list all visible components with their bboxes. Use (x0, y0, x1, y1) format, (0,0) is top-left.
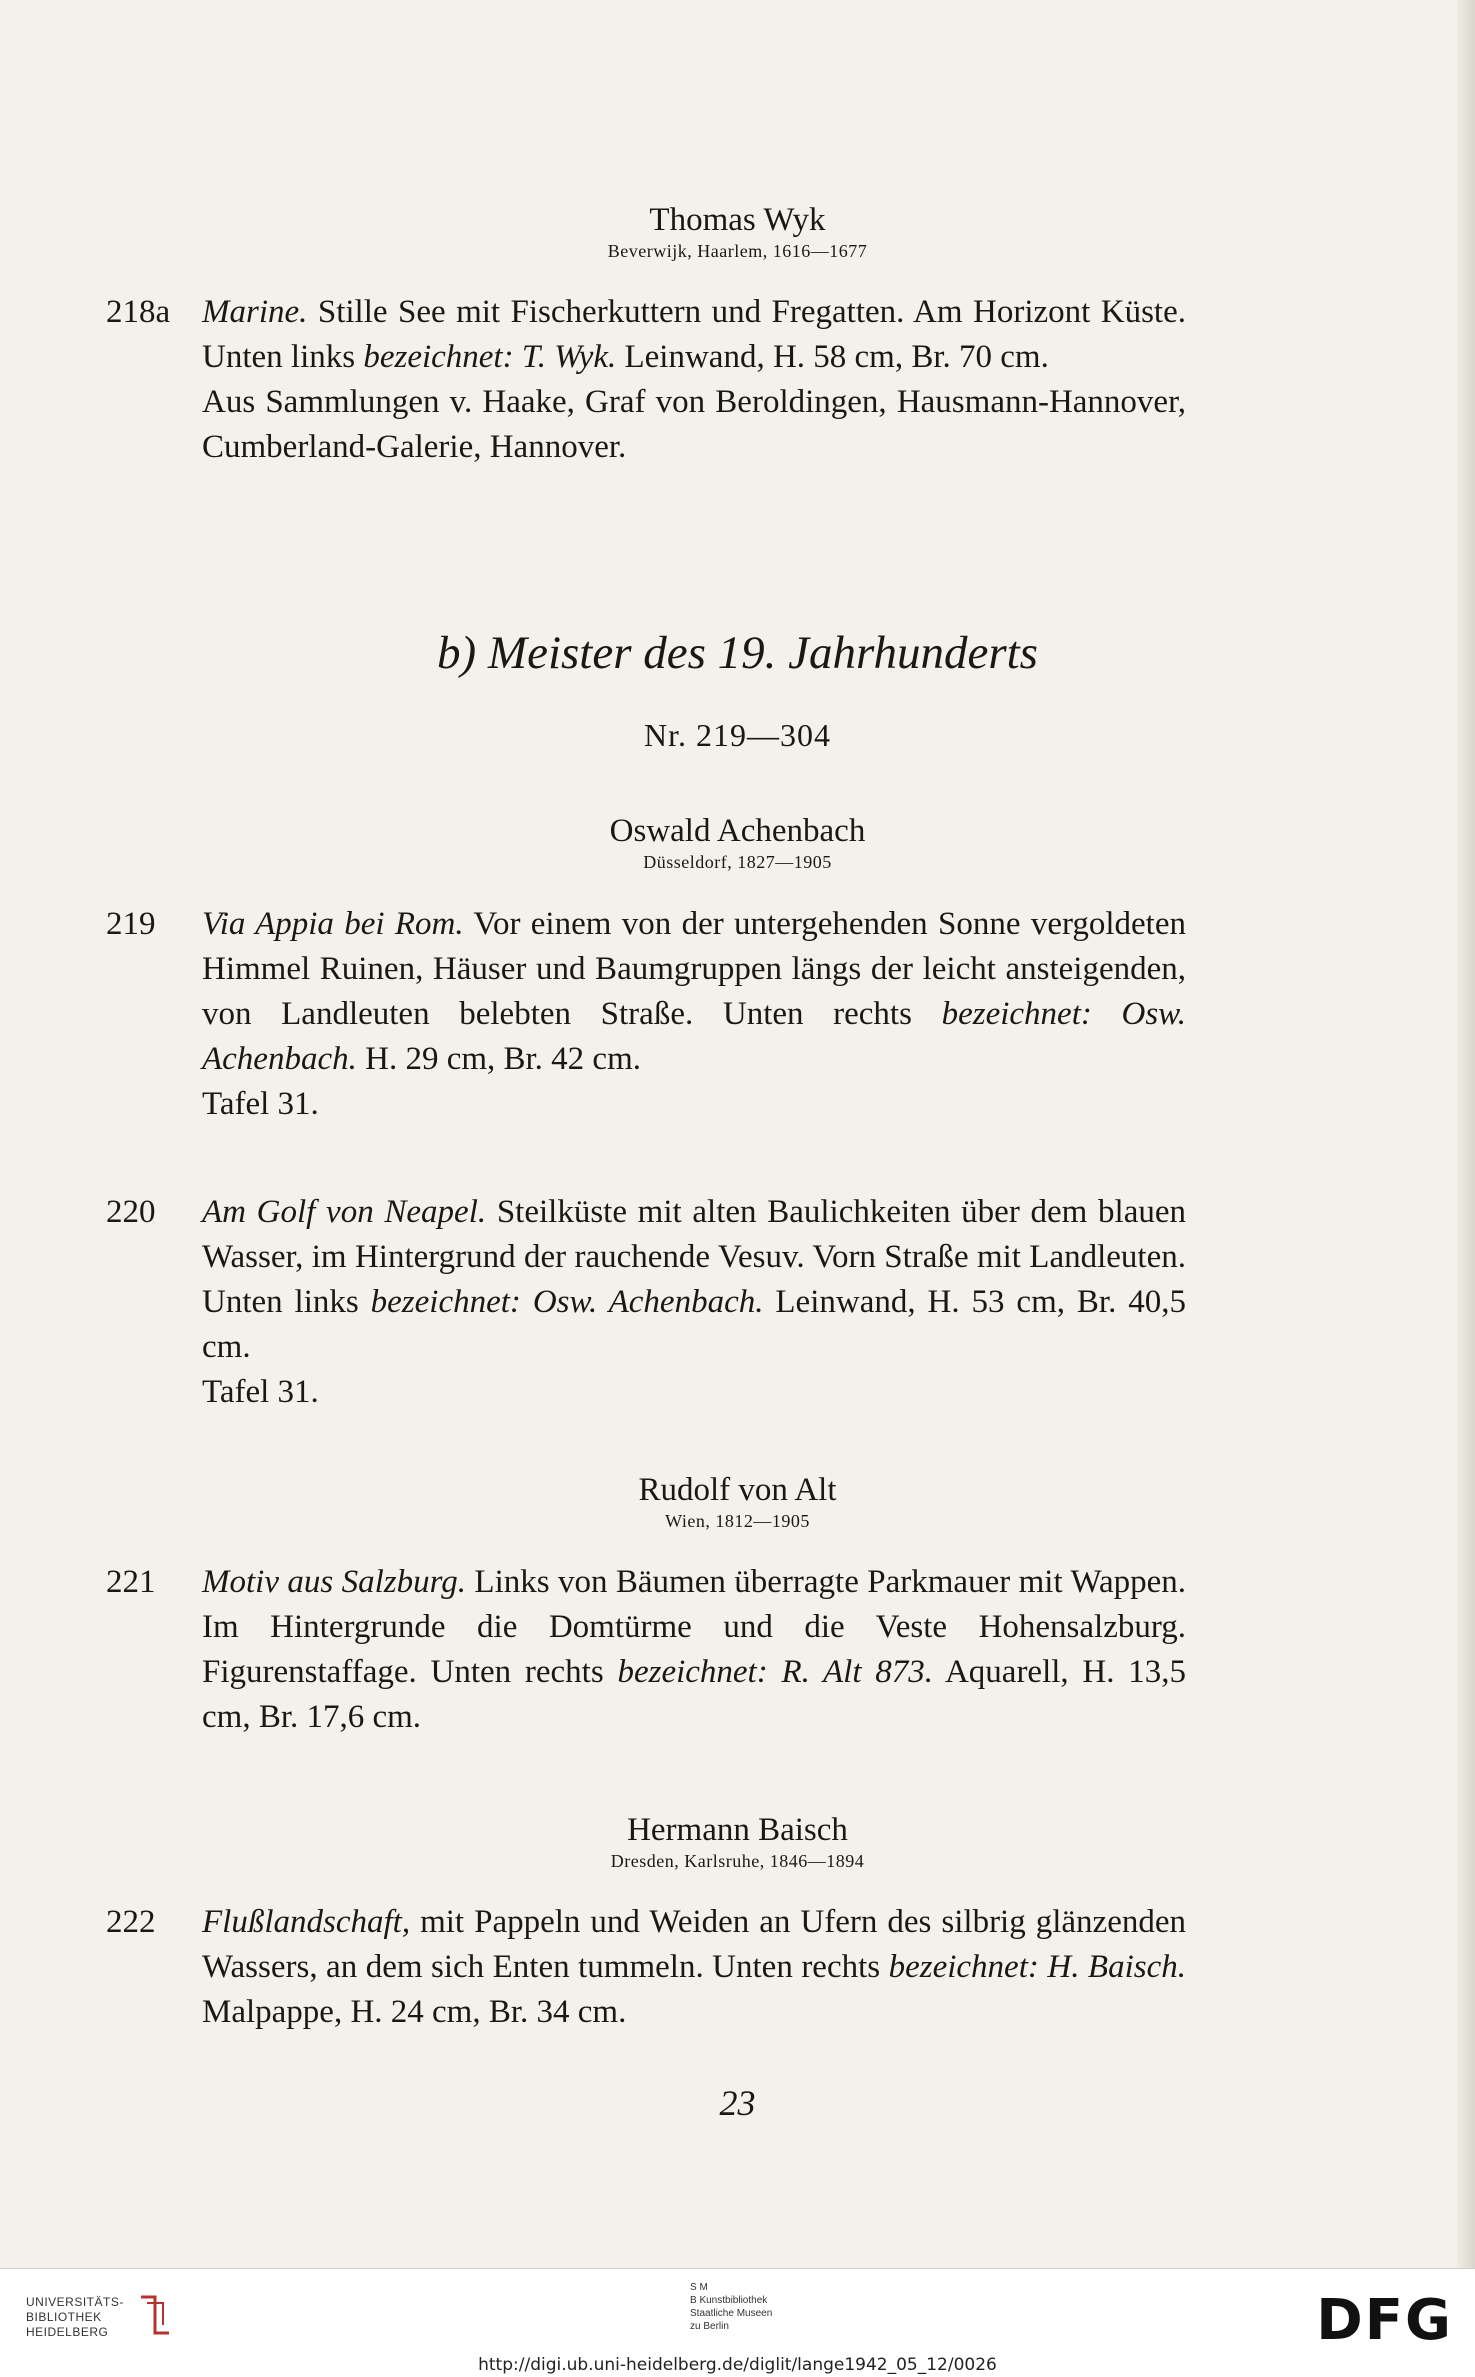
permalink-url[interactable]: http://digi.ub.uni-heidelberg.de/diglit/lange1942_05_12/0026 (478, 2355, 997, 2375)
entry-number: 221 (106, 1564, 156, 1600)
university-emblem-icon (135, 2293, 175, 2339)
entry-dimensions: Aquarell, H. 13,5 cm, Br. 17,6 cm. (202, 1654, 1187, 1735)
entry-text: Links von Bäumen überragte Parkmauer mit Wappen. Im Hintergrunde die Domtürme und die Veste Hohensalzburg. Figurenstaffage. Unten rechts (202, 1564, 1186, 1690)
artist-dates: Düsseldorf, 1827—1905 (643, 852, 832, 872)
logo-text-line: Staatliche Museen (690, 2308, 773, 2319)
artist-name: Hermann Baisch (627, 1812, 848, 1848)
entry-dimensions: Leinwand, H. 58 cm, Br. 70 cm. (616, 339, 1049, 375)
entry-text: Steilküste mit alten Baulichkeiten über dem blauen Wasser, im Hintergrund der rauchende Vesuv. Vorn Straße mit Landleuten. Unten links (202, 1194, 1186, 1320)
entry-number: 219 (106, 906, 156, 942)
museum-logo[interactable] (690, 2281, 772, 2333)
artist-heading (0, 1470, 1475, 1532)
artist-dates: Dresden, Karlsruhe, 1846—1894 (610, 1851, 865, 1871)
logo-text-line: HEIDELBERG (26, 2325, 109, 2339)
entry-number: 222 (106, 1904, 156, 1940)
artist-heading (0, 200, 1475, 262)
artist-heading (0, 811, 1475, 873)
entry-signature: bezeichnet: Osw. Achenbach. (370, 1284, 764, 1320)
entry-dimensions: H. 29 cm, Br. 42 cm. (356, 1041, 642, 1077)
entry-title: Am Golf von Neapel. (202, 1194, 487, 1230)
entry-title: Marine. (202, 294, 308, 330)
entry-description (202, 1560, 1186, 1740)
entry-number: 218a (106, 294, 171, 330)
artist-name: Rudolf von Alt (638, 1472, 837, 1508)
artist-name: Oswald Achenbach (609, 813, 866, 849)
viewer-footer (0, 2268, 1475, 2377)
entry-text: mit Pappeln und Weiden an Ufern des silbrig glänzenden Wassers, an dem sich Enten tummeln. Unten rechts (202, 1904, 1186, 1985)
entry-plate: Tafel 31. (202, 1086, 319, 1122)
entry-number: 220 (106, 1194, 156, 1230)
entry-description (202, 1190, 1186, 1370)
page-number: 23 (719, 2083, 756, 2123)
university-library-logo[interactable] (26, 2295, 124, 2340)
entry-dimensions: Malpappe, H. 24 cm, Br. 34 cm. (202, 1994, 627, 2030)
logo-text-line: zu Berlin (690, 2321, 729, 2332)
catalog-entry (106, 902, 1186, 1127)
entry-text: Stille See mit Fischerkuttern und Fregatten. Am Horizont Küste. Unten links (202, 294, 1186, 375)
entry-description (202, 902, 1186, 1082)
entry-provenance: Aus Sammlungen v. Haake, Graf von Beroldingen, Hausmann-Hannover, Cumberland-Galerie, Hannover. (202, 384, 1186, 465)
artist-heading (0, 1810, 1475, 1872)
catalog-entry (106, 1560, 1186, 1740)
artist-name: Thomas Wyk (649, 202, 826, 238)
entry-description (202, 290, 1186, 380)
dfg-logo[interactable]: DFG (1316, 2288, 1453, 2353)
entry-title: Via Appia bei Rom. (202, 906, 464, 942)
logo-text-line: B Kunstbibliothek (690, 2295, 768, 2306)
artist-dates: Beverwijk, Haarlem, 1616—1677 (607, 241, 868, 261)
artist-dates: Wien, 1812—1905 (665, 1511, 810, 1531)
section-title: b) Meister des 19. Jahrhunderts (437, 627, 1038, 679)
entry-dimensions: Leinwand, H. 53 cm, Br. 40,5 cm. (202, 1284, 1186, 1365)
entry-title: Motiv aus Salzburg. (202, 1564, 467, 1600)
entry-text: Vor einem von der untergehenden Sonne vergoldeten Himmel Ruinen, Häuser und Baumgruppen längs der leicht ansteigenden, von Landleuten belebten Straße. Unten rechts (202, 906, 1187, 1032)
section-range: Nr. 219—304 (644, 717, 831, 753)
entry-plate: Tafel 31. (202, 1374, 319, 1410)
entry-signature: bezeichnet: H. Baisch. (888, 1949, 1186, 1985)
catalog-entry (106, 1190, 1186, 1415)
entry-description (202, 1900, 1186, 2035)
logo-text-line: UNIVERSITÄTS- (26, 2295, 124, 2309)
catalog-entry (106, 1900, 1186, 2035)
logo-text-line: S M (690, 2282, 708, 2293)
entry-signature: bezeichnet: T. Wyk. (363, 339, 617, 375)
entry-signature: bezeichnet: R. Alt 873. (617, 1654, 934, 1690)
entry-signature: bezeichnet: Osw. Achenbach. (202, 996, 1186, 1077)
logo-text-line: BIBLIOTHEK (26, 2310, 102, 2324)
catalog-entry (106, 290, 1186, 470)
entry-title: Flußlandschaft, (202, 1904, 411, 1940)
